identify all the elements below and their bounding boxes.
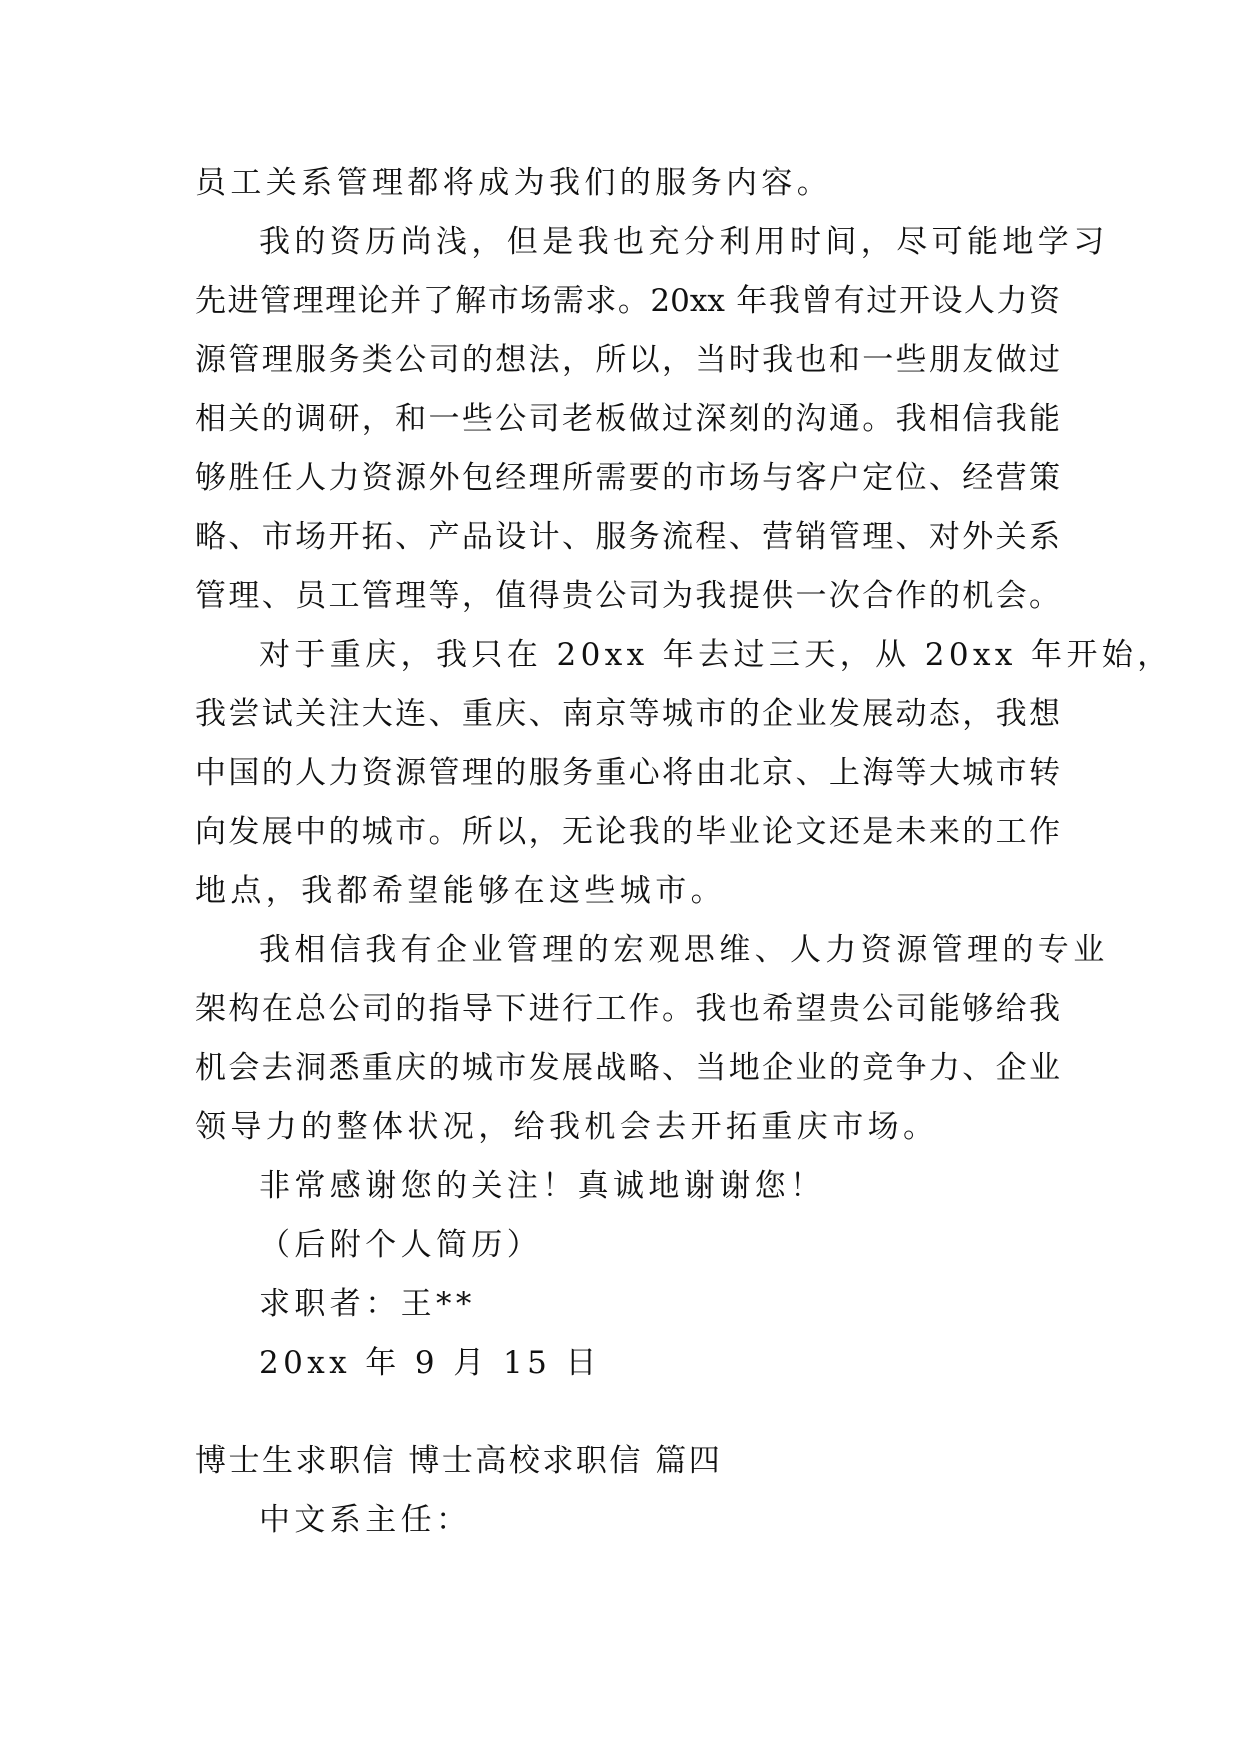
- paragraph-line: 我尝试关注大连、重庆、南京等城市的企业发展动态，我想: [195, 696, 1060, 732]
- paragraph-line: 向发展中的城市。所以，无论我的毕业论文还是未来的工作: [195, 814, 1060, 850]
- paragraph-line: 源管理服务类公司的想法，所以，当时我也和一些朋友做过: [195, 342, 1060, 378]
- section-heading: 博士生求职信 博士高校求职信 篇四: [195, 1443, 723, 1479]
- paragraph-line: 领导力的整体状况，给我机会去开拓重庆市场。: [195, 1109, 939, 1145]
- paragraph-line: 先进管理理论并了解市场需求。20xx 年我曾有过开设人力资: [195, 283, 1060, 319]
- letter-date: 20xx 年 9 月 15 日: [259, 1345, 601, 1381]
- paragraph-line: 地点，我都希望能够在这些城市。: [195, 873, 726, 909]
- paragraph-line: 略、市场开拓、产品设计、服务流程、营销管理、对外关系: [195, 519, 1060, 555]
- paragraph-line: 我的资历尚浅，但是我也充分利用时间，尽可能地学习: [259, 224, 1109, 260]
- applicant-signature: 求职者：王**: [259, 1286, 476, 1322]
- attachment-note: （后附个人简历）: [259, 1227, 543, 1263]
- paragraph-line: 我相信我有企业管理的宏观思维、人力资源管理的专业: [259, 932, 1109, 968]
- paragraph-line: 管理、员工管理等，值得贵公司为我提供一次合作的机会。: [195, 578, 1060, 614]
- paragraph-line: 够胜任人力资源外包经理所需要的市场与客户定位、经营策: [195, 460, 1060, 496]
- paragraph-line: 对于重庆，我只在 20xx 年去过三天，从 20xx 年开始，: [259, 637, 1173, 673]
- paragraph-line: 中国的人力资源管理的服务重心将由北京、上海等大城市转: [195, 755, 1060, 791]
- salutation: 中文系主任：: [259, 1502, 472, 1538]
- paragraph-line: 架构在总公司的指导下进行工作。我也希望贵公司能够给我: [195, 991, 1060, 1027]
- paragraph-line: 员工关系管理都将成为我们的服务内容。: [195, 165, 833, 201]
- closing-thanks: 非常感谢您的关注！真诚地谢谢您！: [259, 1168, 826, 1204]
- paragraph-line: 机会去洞悉重庆的城市发展战略、当地企业的竞争力、企业: [195, 1050, 1060, 1086]
- paragraph-line: 相关的调研，和一些公司老板做过深刻的沟通。我相信我能: [195, 401, 1060, 437]
